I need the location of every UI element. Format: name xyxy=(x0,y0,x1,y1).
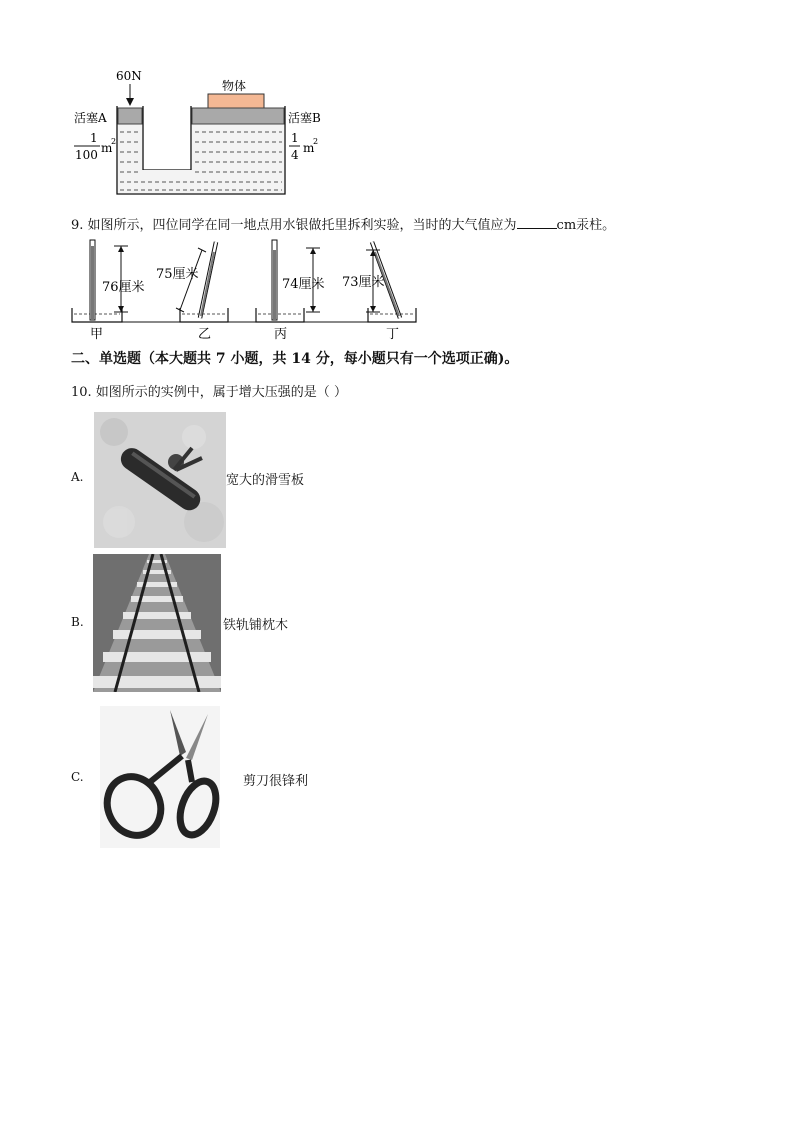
area-b-unit: m xyxy=(303,141,315,155)
dish-yi xyxy=(180,308,228,322)
tube-yi xyxy=(200,242,216,318)
dish-ding xyxy=(368,308,416,322)
dish-jia xyxy=(72,308,122,322)
height-label-bing: 74厘米 xyxy=(282,277,325,292)
section-title: 二、单选题（本大题共 7 小题，共 14 分，每小题只有一个选项正确)。 xyxy=(71,351,519,367)
option-c-text: 剪刀很锋利 xyxy=(243,774,309,789)
hydraulic-press-figure xyxy=(60,62,350,202)
force-label: 60N xyxy=(116,69,142,83)
tube-bing xyxy=(272,240,277,320)
option-c-label[interactable]: C. xyxy=(71,770,84,784)
area-a-numerator: 1 xyxy=(90,131,98,145)
option-a-text: 宽大的滑雪板 xyxy=(226,473,305,488)
question-9-text xyxy=(71,214,615,233)
snowboard-photo-icon xyxy=(94,412,226,548)
height-label-yi: 75厘米 xyxy=(156,267,199,282)
scissors-photo-icon xyxy=(100,706,220,848)
area-a-exp: 2 xyxy=(111,137,117,146)
option-b-text: 铁轨铺枕木 xyxy=(223,618,289,633)
dish-bing xyxy=(256,308,304,322)
option-b-label[interactable]: B. xyxy=(71,615,84,629)
answer-blank[interactable] xyxy=(517,216,557,229)
area-b-numerator: 1 xyxy=(291,131,299,145)
height-label-ding: 73厘米 xyxy=(342,275,385,290)
question-9-unit: cm汞柱。 xyxy=(556,218,616,233)
tube-label-ding: 丁 xyxy=(386,327,400,342)
question-9-stem: 9. 如图所示，四位同学在同一地点用水银做托里拆利实验，当时的大气值应为 xyxy=(71,218,517,233)
area-a-unit: m xyxy=(101,141,113,155)
piston-b xyxy=(192,108,284,124)
torricelli-figure xyxy=(60,236,430,344)
object-block xyxy=(208,94,264,108)
option-a-label[interactable]: A. xyxy=(71,470,84,484)
height-label-jia: 76厘米 xyxy=(102,280,145,295)
railway-photo-icon xyxy=(93,554,221,692)
tube-jia xyxy=(90,240,95,320)
tube-label-yi: 乙 xyxy=(198,327,212,342)
piston-a xyxy=(118,108,142,124)
piston-a-label: 活塞A xyxy=(74,111,107,125)
question-10-stem: 10. 如图所示的实例中，属于增大压强的是（ ） xyxy=(71,385,347,400)
piston-b-label: 活塞B xyxy=(288,111,321,125)
object-label: 物体 xyxy=(222,79,247,93)
tube-label-jia: 甲 xyxy=(90,327,104,342)
tube-label-bing: 丙 xyxy=(274,327,288,342)
area-a-denominator: 100 xyxy=(75,148,98,162)
area-b-exp: 2 xyxy=(313,137,319,146)
area-b-denominator: 4 xyxy=(291,148,299,162)
